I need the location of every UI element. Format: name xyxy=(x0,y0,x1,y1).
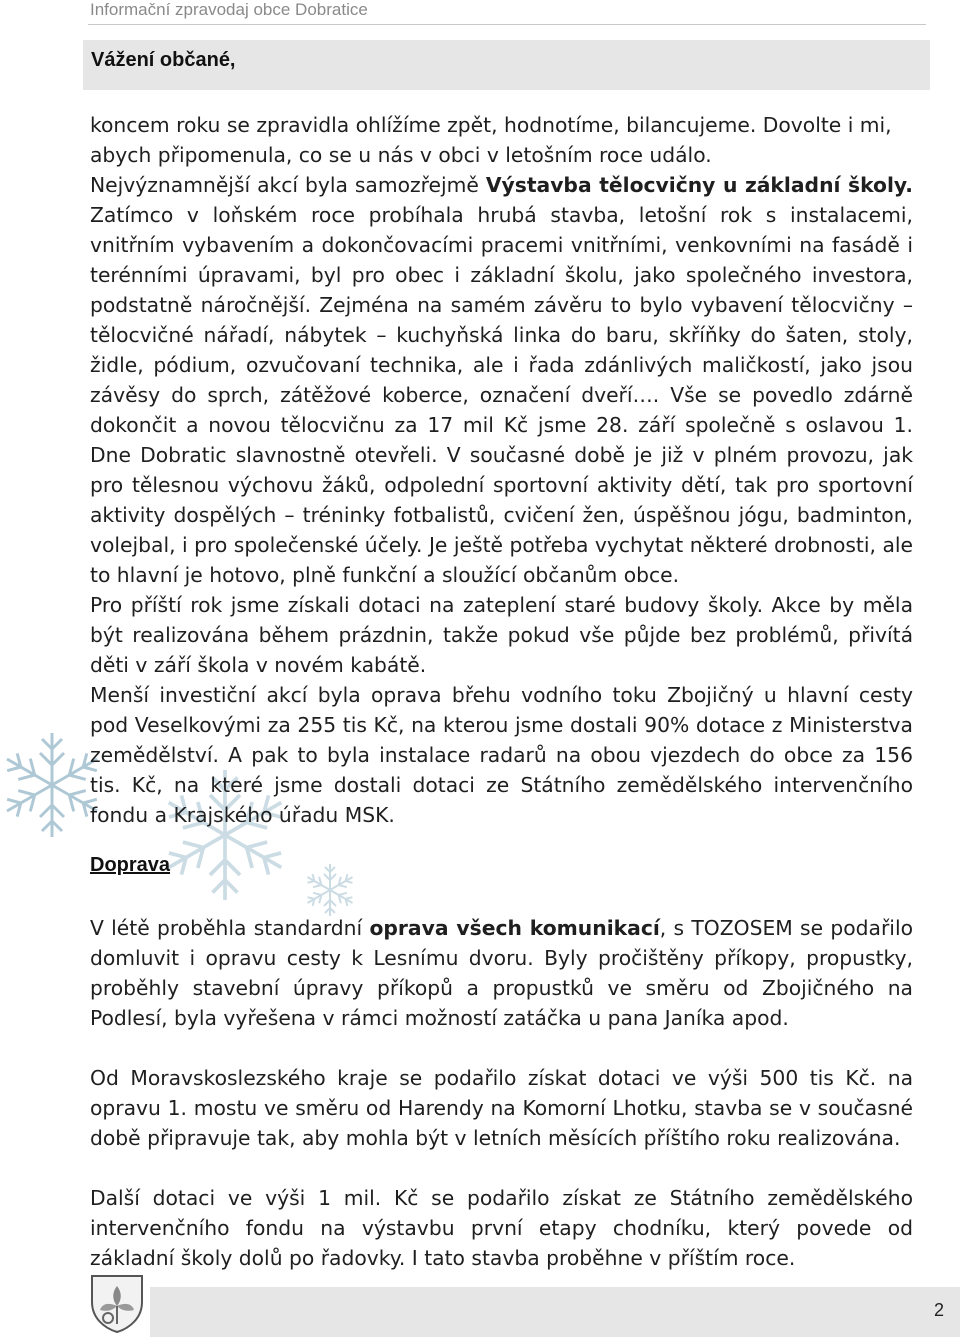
sidewalk-paragraph: Další dotaci ve výši 1 mil. Kč se podařilo získat ze Státního zemědělského intervenčního fondu na výstavbu první etapy chodníku, který povede od základní školy dolů po řadovky. I tato stavba proběhne v příštím roce. xyxy=(90,1186,913,1270)
snowflake-icon xyxy=(300,860,360,920)
intro-paragraph xyxy=(90,110,913,170)
page-number: 2 xyxy=(933,1300,944,1320)
gym-highlight: Výstavba tělocvičny u základní školy. xyxy=(485,173,913,197)
footer-bar xyxy=(150,1287,960,1337)
running-header: Informační zpravodaj obce Dobratice xyxy=(90,0,368,19)
municipal-crest-icon xyxy=(86,1272,148,1334)
bridge-paragraph: Od Moravskoslezského kraje se podařilo získat dotaci ve výši 500 tis Kč. na opravu 1. mostu ve směru od Harendy na Komorní Lhotku, stavba se v současné době připravuje tak, aby mohla být v letních měsících příštího roku realizována. xyxy=(90,1066,913,1150)
roads-paragraph: V létě proběhla standardní oprava všech komunikací, s TOZOSEM se podařilo domluvit i opravu cesty k Lesnímu dvoru. Byly pročištěny příkopy, propustky, proběhly stavební úpravy příkopů a propustků ve směru od Zbojičného na Podlesí, byla vyřešena v rámci možností zatáčka u pana Janíka apod. xyxy=(90,916,913,1030)
gym-paragraph: Nejvýznamnější akcí byla samozřejmě Výstavba tělocvičny u základní školy. Zatímco v loňském roce probíhala hrubá stavba, letošní rok s instalacemi, vnitřním vybavením a dokončovacími pracemi vnitřními, venkovními na fasádě i terénními úpravami, byl pro obec i základní školu, jako společného investora, podstatně náročnější. Zejména na samém závěru to bylo vybavení tělocvičny – tělocvičné nářadí, nábytek – kuchyňská linka do baru, skříňky do šaten, stoly, židle, pódium, ozvučovaní technika, ale i řada zdánlivých maličkostí, jako jsou závěsy do sprch, zátěžové koberce, označení dveří…. Vše se povedlo zdárně dokončit a novou tělocvičnu za 17 mil Kč jsme 28. září společně s oslavou 1. Dne Dobratic slavnostně otevřeli. V současné době je již v plném provozu, jak pro tělesnou výchovu žáků, odpolední sportovní aktivity dětí, tak pro sportovní aktivity dospělých – tréninky fotbalistů, cvičení žen, úspěšnou jógu, badminton, volejbal, i pro společenské účely. Je ještě potřeba vychytat některé drobnosti, ale to hlavní je hotovo, plně funkční a sloužící občanům obce. xyxy=(90,173,913,587)
investment-paragraph: Menší investiční akcí byla oprava břehu vodního toku Zbojičný u hlavní cesty pod Veselkovými za 255 tis Kč, na kterou jsme dostali 90% dotace z Ministerstva zemědělství. A pak to byla instalace radarů na obou vjezdech do obce za 156 tis. Kč, na které jsme dostali dotaci ze Státního zemědělského intervenčního fondu a Krajského úřadu MSK. xyxy=(90,683,913,827)
transport-heading: Doprava xyxy=(90,854,171,876)
header-divider xyxy=(88,24,926,25)
greeting-heading: Vážení občané, xyxy=(83,40,930,90)
roads-highlight: oprava všech komunikací xyxy=(369,916,660,940)
transport-section xyxy=(90,913,913,1273)
intro-section xyxy=(90,110,913,830)
intro-line: abych připomenula, co se u nás v obci v letošním roce událo. xyxy=(90,143,712,167)
school-insulation-paragraph: Pro příští rok jsme získali dotaci na zateplení staré budovy školy. Akce by měla být realizována během prázdnin, takže pokud vše půjde bez problémů, přivítá děti v září škola v novém kabátě. xyxy=(90,593,913,677)
intro-line: koncem roku se zpravidla ohlížíme zpět, hodnotíme, bilancujeme. Dovolte i mi, xyxy=(90,113,892,137)
